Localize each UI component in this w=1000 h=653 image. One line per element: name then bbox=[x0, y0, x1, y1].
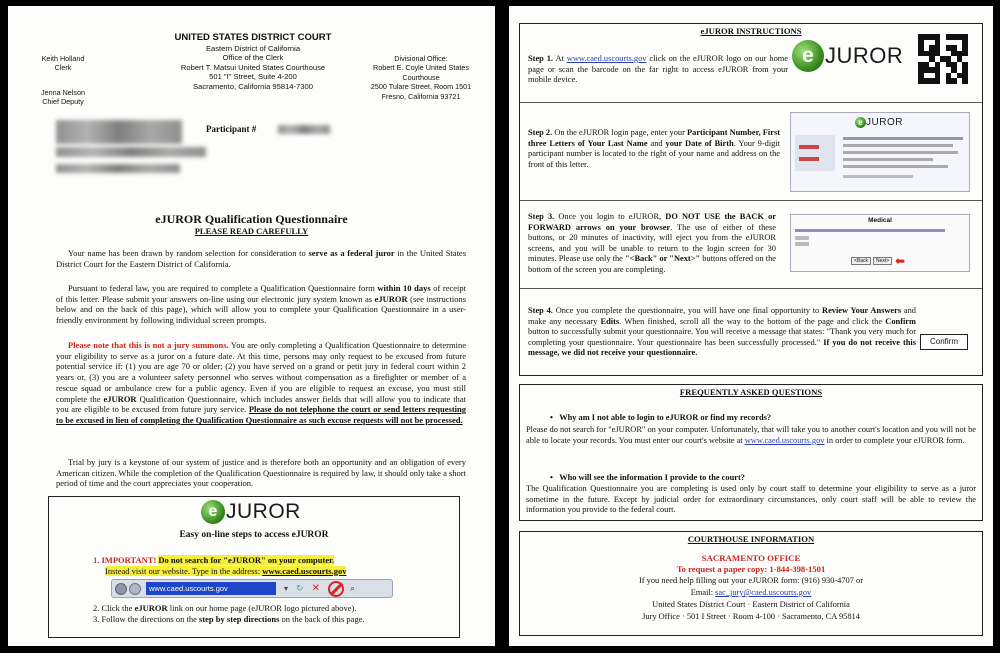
step-3: Step 3. Once you login to eJUROR, DO NOT USE the BACK or FORWARD arrows on your browser. The use of either of these buttons, or 20 minutes of inactivity, will eject you from the eJUROR screens, and you will be unable to return to the login screen for 30 minutes. Please use only the "<Back" or "Next>" buttons offered on the bottom of the screen you are completing. bbox=[528, 212, 777, 274]
court-line: Sacramento, California 95814-7300 bbox=[193, 81, 313, 91]
thumbnail-text bbox=[843, 137, 963, 140]
close-icon: ✕ bbox=[311, 583, 320, 594]
redacted-address-line bbox=[56, 147, 206, 157]
easy-steps-box bbox=[48, 496, 460, 638]
forward-arrow-icon bbox=[129, 583, 141, 595]
medical-screen-thumbnail bbox=[790, 214, 970, 272]
courthouse-title: COURTHOUSE INFORMATION bbox=[687, 534, 815, 544]
easy-step-1: 1. IMPORTANT! Do not search for "eJUROR" on your computer. Instead visit our website. Type in the address: www.caed.uscourts.gov bbox=[93, 555, 347, 576]
thumbnail-back-button: <Back bbox=[851, 257, 871, 265]
thumbnail-question bbox=[795, 229, 945, 232]
questionnaire-title: eJUROR Qualification Questionnaire bbox=[155, 212, 348, 226]
red-arrow-icon: ⬅ bbox=[895, 254, 906, 268]
website-link[interactable]: www.caed.uscourts.gov bbox=[262, 565, 347, 576]
step-1: Step 1. At www.caed.uscourts.gov click on the eJUROR logo on our home page or scan the barcode on the far right to access eJUROR from your mobile device. bbox=[528, 54, 788, 85]
letter-back-page bbox=[509, 6, 993, 646]
div-line: Fresno, California 93721 bbox=[381, 91, 461, 101]
deputy-title: Chief Deputy bbox=[42, 97, 84, 106]
divisional-office bbox=[356, 54, 486, 101]
faq-box bbox=[519, 384, 983, 521]
thumbnail-field bbox=[799, 145, 819, 149]
redacted-name-block bbox=[56, 120, 182, 144]
easy-steps-title: Easy on-line steps to access eJUROR bbox=[179, 530, 329, 540]
faq-title: FREQUENTLY ASKED QUESTIONS bbox=[679, 387, 823, 397]
ejuror-logo-e: e bbox=[201, 500, 225, 524]
courthouse-info-box bbox=[519, 531, 983, 636]
faq-answer-2: The Qualification Questionnaire you are completing is used only by court staff to determine your eligibility to serve as a juror sometime in the future. Except by judicial order for extraordinary circumstances, only court staff will be able to review the information you provide to the federal court. bbox=[526, 484, 976, 515]
instructions-title: eJUROR INSTRUCTIONS bbox=[700, 26, 802, 36]
confirm-button[interactable]: Confirm bbox=[920, 334, 968, 350]
court-letterhead bbox=[118, 32, 388, 91]
thumbnail-field bbox=[799, 157, 819, 161]
address-line-2: Jury Office · 501 I Street · Room 4-100 · Sacramento, CA 95814 bbox=[642, 612, 860, 621]
ejuror-logo-e: e bbox=[855, 117, 866, 128]
no-search-icon bbox=[328, 581, 344, 597]
website-link[interactable]: www.caed.uscourts.gov bbox=[566, 54, 647, 63]
paragraph-not-summons: Please note that this is not a jury summons. You are only completing a Qualification Questionnaire to determine your eligibility to serve as a juror on a future date. At this time, persons may only request to be excused from future potential service if: (1) you are age 70 or older; (2) you have served on a grand or petit jury in federal court within 2 years or, (3) you are a volunteer safety personnel who serves without compensation as a firefighter or member of a rescue squad or ambulance crew for a public agency. Even if you are eligible to request an excuse, you must still complete the eJUROR Qualification Questionnaire, which includes answer fields that will allow you to indicate that you are eligible to be excused from future jury service. Please do not telephone the court or send letters requesting to be excused in lieu of completing the Qualification Questionnaire as such excuse requests will not be processed. bbox=[56, 340, 466, 425]
email-line: Email: sac_jury@caed.uscourts.gov bbox=[690, 588, 812, 597]
office-name: SACRAMENTO OFFICE bbox=[701, 553, 801, 563]
faq-answer-1: Please do not search for "eJUROR" on your computer. Unfortunately, that will take you to another court's location and you will not be able to locate your records. You must enter our court's website at www.caed.uscourts.gov in order to complete your eJUROR form. bbox=[526, 425, 976, 445]
paragraph-requirement: Pursuant to federal law, you are required to complete a Qualification Questionnaire form within 10 days of receipt of this letter. Please submit your answers on-line using our electronic jury system known as eJUROR (see instructions below and on the back of this page), which will allow you to complete your Qualification Questionnaire in a user-friendly environment by following individual screen prompts. bbox=[56, 283, 467, 326]
clerk-name: Keith Holland bbox=[41, 54, 85, 63]
court-title: UNITED STATES DISTRICT COURT bbox=[174, 32, 332, 43]
court-line: 501 "I" Street, Suite 4-200 bbox=[209, 72, 297, 82]
ejuror-logo-text: JUROR bbox=[825, 43, 904, 68]
court-line: Eastern District of California bbox=[205, 44, 301, 53]
step-divider bbox=[520, 200, 982, 201]
paragraph-trial-by-jury: Trial by jury is a keystone of our system of justice and is therefore both an opportunity and an obligation of every American citizen. While the completion of the Qualification Questionnaire is required by law, it should only take a short period of time and the court appreciates your cooperation. bbox=[56, 457, 466, 489]
browser-address-bar-illustration bbox=[111, 579, 393, 598]
deputy-name: Jenna Nelson bbox=[41, 88, 85, 97]
back-arrow-icon bbox=[115, 583, 127, 595]
ejuror-logo bbox=[792, 40, 903, 72]
thumbnail-text bbox=[843, 151, 958, 154]
thumbnail-text bbox=[843, 144, 953, 147]
thumbnail-text bbox=[843, 165, 948, 168]
redacted-address-line bbox=[56, 164, 180, 173]
step-4: Step 4. Once you complete the questionnaire, you will have one final opportunity to Review Your Answers and make any necessary Edits. When finished, scroll all the way to the bottom of the page and click the Confirm button to successfully submit your questionnaire. You will receive a message that states: "Thank you very much for completing your questionnaire. Your questionnaire has been successfully processed." If you do not receive this message, we did not receive your questionnaire. bbox=[528, 306, 916, 358]
thumbnail-text bbox=[843, 158, 933, 161]
participant-label: Participant # bbox=[206, 124, 257, 134]
help-phone: If you need help filling out your eJUROR form: (916) 930-4707 or bbox=[639, 576, 863, 585]
div-line: Courthouse bbox=[402, 72, 440, 82]
login-screen-thumbnail bbox=[790, 112, 970, 192]
questionnaire-subtitle: PLEASE READ CAREFULLY bbox=[194, 226, 309, 236]
ejuror-logo-e: e bbox=[792, 40, 824, 72]
faq-question-2: • Who will see the information I provide to the court? bbox=[550, 473, 745, 482]
ejuror-logo-text: JUROR bbox=[226, 500, 301, 523]
thumbnail-sidebar bbox=[795, 135, 835, 171]
div-line: 2500 Tulare Street, Room 1501 bbox=[370, 82, 472, 92]
search-icon: ⌕ bbox=[349, 583, 355, 593]
ejuror-logo bbox=[201, 500, 301, 524]
dropdown-icon: ▾ bbox=[284, 584, 289, 593]
redacted-participant-number bbox=[278, 125, 330, 134]
medical-title: Medical bbox=[868, 217, 892, 224]
easy-step-3: 3. Follow the directions on the step by step directions on the back of this page. bbox=[93, 614, 365, 624]
refresh-icon: ↻ bbox=[296, 583, 304, 593]
paragraph-selection: Your name has been drawn by random selection for consideration to serve as a federal juror in the United States District Court for the Eastern District of California. bbox=[56, 248, 467, 269]
browser-url-field: www.caed.uscourts.gov bbox=[146, 582, 276, 595]
div-line: Robert E. Coyle United States bbox=[373, 63, 469, 73]
step-divider bbox=[520, 288, 982, 289]
instructions-box bbox=[519, 23, 983, 376]
court-line: Office of the Clerk bbox=[222, 53, 284, 63]
clerk-title: Clerk bbox=[54, 63, 72, 72]
ejuror-logo-small bbox=[855, 117, 903, 128]
court-line: Robert T. Matsui United States Courthouse bbox=[180, 62, 326, 72]
letter-front-page bbox=[8, 6, 495, 646]
div-line: Divisional Office: bbox=[394, 54, 448, 63]
thumbnail-option bbox=[795, 242, 809, 246]
clerk-block bbox=[28, 54, 98, 106]
address-line-1: United States District Court · Eastern District of California bbox=[652, 600, 850, 609]
paper-copy-phone: To request a paper copy: 1-844-398-1501 bbox=[676, 564, 826, 574]
qr-code-icon[interactable] bbox=[918, 34, 968, 84]
ejuror-logo-text: JUROR bbox=[866, 117, 903, 128]
easy-step-2: 2. Click the eJUROR link on our home page (eJUROR logo pictured above). bbox=[93, 603, 357, 613]
thumbnail-next-button: Next> bbox=[873, 257, 892, 265]
step-2: Step 2. On the eJUROR login page, enter your Participant Number, First three Letters of Your Last Name and your Date of Birth. Your 9-digit participant number is located to the right of your name and address on the front of this letter. bbox=[528, 128, 781, 169]
step-divider bbox=[520, 102, 982, 103]
thumbnail-option bbox=[795, 236, 809, 240]
website-link[interactable]: www.caed.uscourts.gov bbox=[744, 435, 825, 445]
thumbnail-text bbox=[843, 175, 913, 178]
email-link[interactable]: sac_jury@caed.uscourts.gov bbox=[715, 588, 812, 597]
faq-question-1: • Why am I not able to login to eJUROR or find my records? bbox=[550, 413, 772, 422]
